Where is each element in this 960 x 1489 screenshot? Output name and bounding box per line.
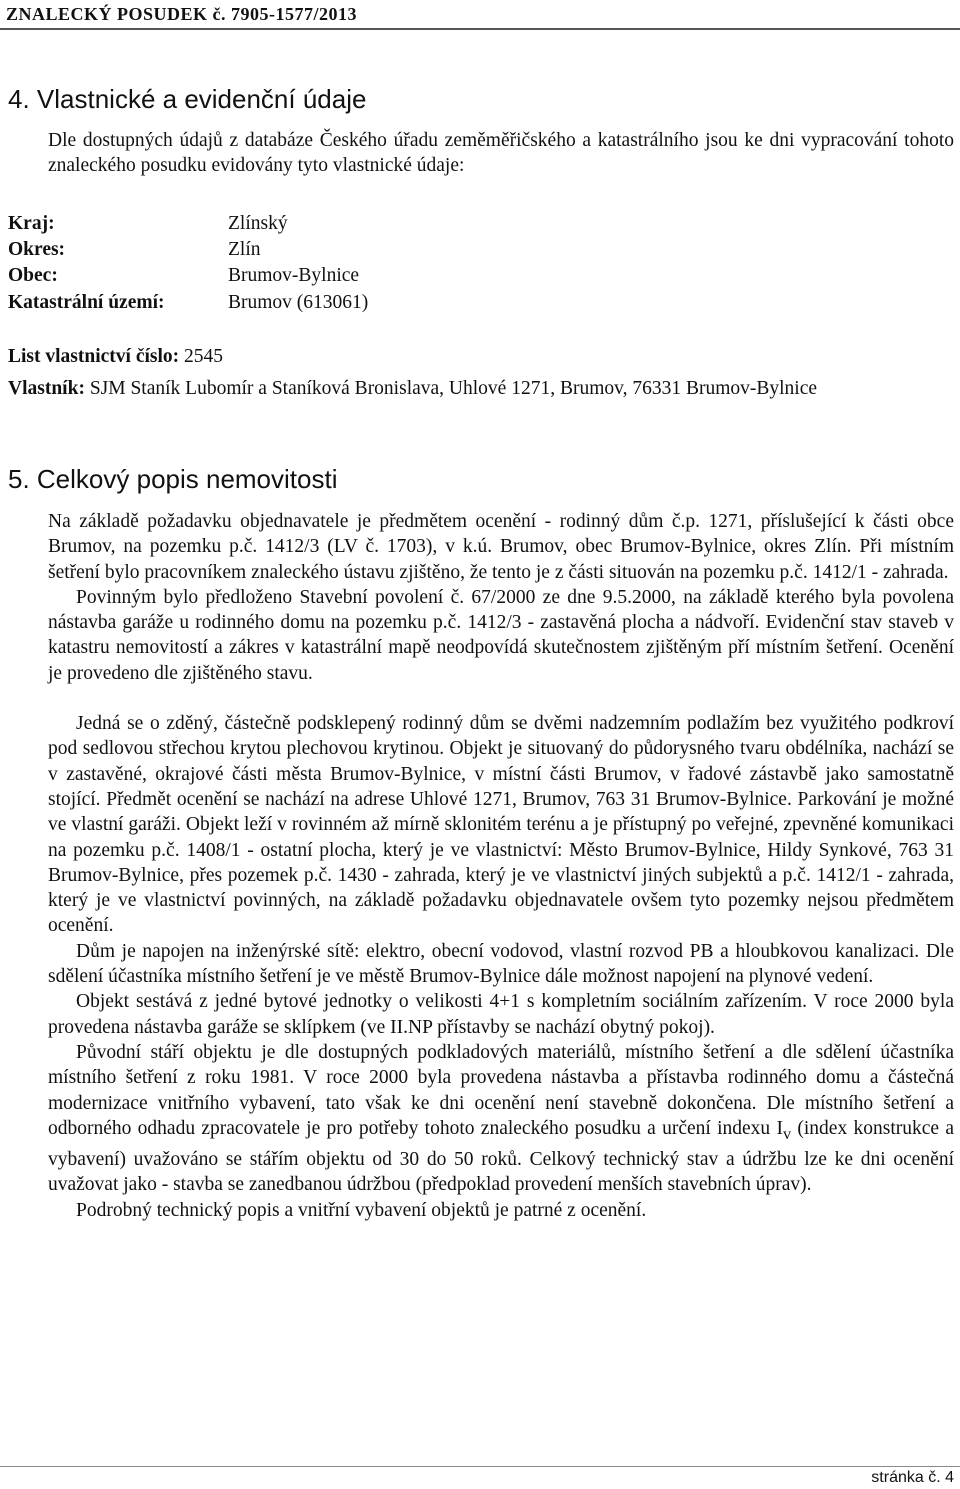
lv-value: 2545 [184, 346, 224, 367]
paragraph-site: Dům je napojen na inženýrské sítě: elektro, obecní vodovod, vlastní rozvod PB a hloubkovou kanalizaci. Dle sdělení účastníka místního šetření je ve městě Brumov-Bylnice dále možnost napojení na plynové vedení. [48, 940, 954, 988]
paragraph-gap [48, 686, 954, 711]
field-value-okres: Zlín [228, 239, 261, 260]
section-4-heading: 4. Vlastnické a evidenční údaje [8, 84, 367, 114]
index-subscript: v [782, 1124, 792, 1143]
owner-value: SJM Staník Lubomír a Staníková Bronislava, Uhlové 1271, Brumov, 76331 Brumov-Bylnice [89, 378, 818, 399]
paragraph-predmet-oceneni: Na základě požadavku objednavatele je předmětem ocenění - rodinný dům č.p. 1271, příslušející k části obce Brumov, na pozemku p.č. 1412/3 (LV č. 1703), v k.ú. Brumov, obec Brumov-Bylnice, okres Zlín. Při místním šetření bylo pracovníkem znaleckého ústavu zjištěno, že tento je z části situován na pozemku p.č. 1412/1 - zahrada. [48, 511, 954, 583]
lv-label: List vlastnictví číslo: [8, 346, 180, 367]
header-divider [0, 28, 960, 30]
stari-text-a: Původní stáří objektu je dle dostupných podkladových materiálů, místního šetření a dle sdělení účastníka místního šetření z roku 1981. V roce 2000 byla provedena nástavba a přístavba rodinného domu a částečná modernizace vnitřního vybavení, tato však ke dni ocenění není stavebně dokončena. Dle místního šetření a odborného odhadu zpracovatele je pro potřeby tohoto znaleckého posudku a určení indexu I [48, 1041, 954, 1139]
lv-row [8, 344, 223, 369]
section-5-body [48, 509, 954, 1223]
field-label-okres: Okres: [8, 239, 66, 260]
field-value-kraj: Zlínský [228, 213, 288, 234]
section-4-intro: Dle dostupných údajů z databáze Českého úřadu zeměměřičského a katastrálního jsou ke dni vypracování tohoto znaleckého posudku evidovány tyto vlastnické údaje: [48, 130, 954, 176]
document-header: ZNALECKÝ POSUDEK č. 7905-1577/2013 [6, 4, 358, 24]
paragraph-dispozice: Objekt sestává z jedné bytové jednotky o velikosti 4+1 s kompletním sociálním zařízením. V roce 2000 byla provedena nástavba garáže se sklípkem (ve II.NP přístavby se nachází obytný pokoj). [48, 991, 954, 1038]
field-label-kraj: Kraj: [8, 213, 55, 234]
paragraph-popis-objektu: Jedná se o zděný, částečně podsklepený rodinný dům se dvěmi nadzemním podlažím bez využitého podkroví pod sedlovou střechou krytou plechovou krytinou. Objekt je situovaný do půdorysného tvaru obdélníka, nachází se v zastavěné, okrajové části města Brumov-Bylnice, v místní části Brumov, v řadové zástavbě jako samostatně stojící. Předmět ocenění se nachází na adrese Uhlové 1271, Brumov, 763 31 Brumov-Bylnice. Parkování je možné ve vlastní garáži. Objekt leží v rovinném až mírně sklonitém terénu a je přístupný po veřejné, zpevněné komunikaci na pozemku p.č. 1408/1 - ostatní plocha, který je ve vlastnictví: Město Brumov-Bylnice, Hildy Synkové, 763 31 Brumov-Bylnice, přes pozemek p.č. 1430 - zahrada, který je ve vlastnictví jiných subjektů a p.č. 1412/1 - zahrada, který je ve vlastnictví povinných, na základě požadavku objednavatele ovšem tyto pozemky nejsou předmětem ocenění. [48, 713, 954, 937]
section-5-heading: 5. Celkový popis nemovitosti [8, 464, 338, 494]
paragraph-stari-objektu [48, 1040, 954, 1198]
field-label-katastralni-uzemi: Katastrální území: [8, 292, 165, 313]
footer-divider [0, 1466, 960, 1467]
field-value-obec: Brumov-Bylnice [228, 265, 360, 286]
stari-text-b: (index konstrukce a vybavení) uvažováno se stářím objektu od 30 do 50 roků. Celkový technický stav a údržbu lze ke dni ocenění uvažovat jako - stavba se zanedbanou údržbou (předpoklad provedení menších stavebních úprav). [48, 1117, 954, 1196]
field-label-obec: Obec: [8, 265, 58, 286]
owner-row [8, 376, 954, 401]
paragraph-stavebni-povoleni: Povinným bylo předloženo Stavební povolení č. 67/2000 ze dne 9.5.2000, na základě kterého byla povolena nástavba garáže u rodinného domu na pozemku p.č. 1412/3 - zastavěná plocha a nádvoří. Evidenční stav staveb v katastru nemovitostí a zákres v katastrální mapě neodpovídá skutečnostem zjištěným pří místním šetření. Ocenění je provedeno dle zjištěného stavu. [48, 586, 954, 684]
page-number: stránka č. 4 [871, 1469, 954, 1486]
owner-label: Vlastník: [8, 378, 85, 399]
field-value-katastralni-uzemi: Brumov (613061) [228, 292, 369, 313]
paragraph-podrobny-popis: Podrobný technický popis a vnitřní vybavení objektů je patrné z ocenění. [76, 1199, 647, 1221]
